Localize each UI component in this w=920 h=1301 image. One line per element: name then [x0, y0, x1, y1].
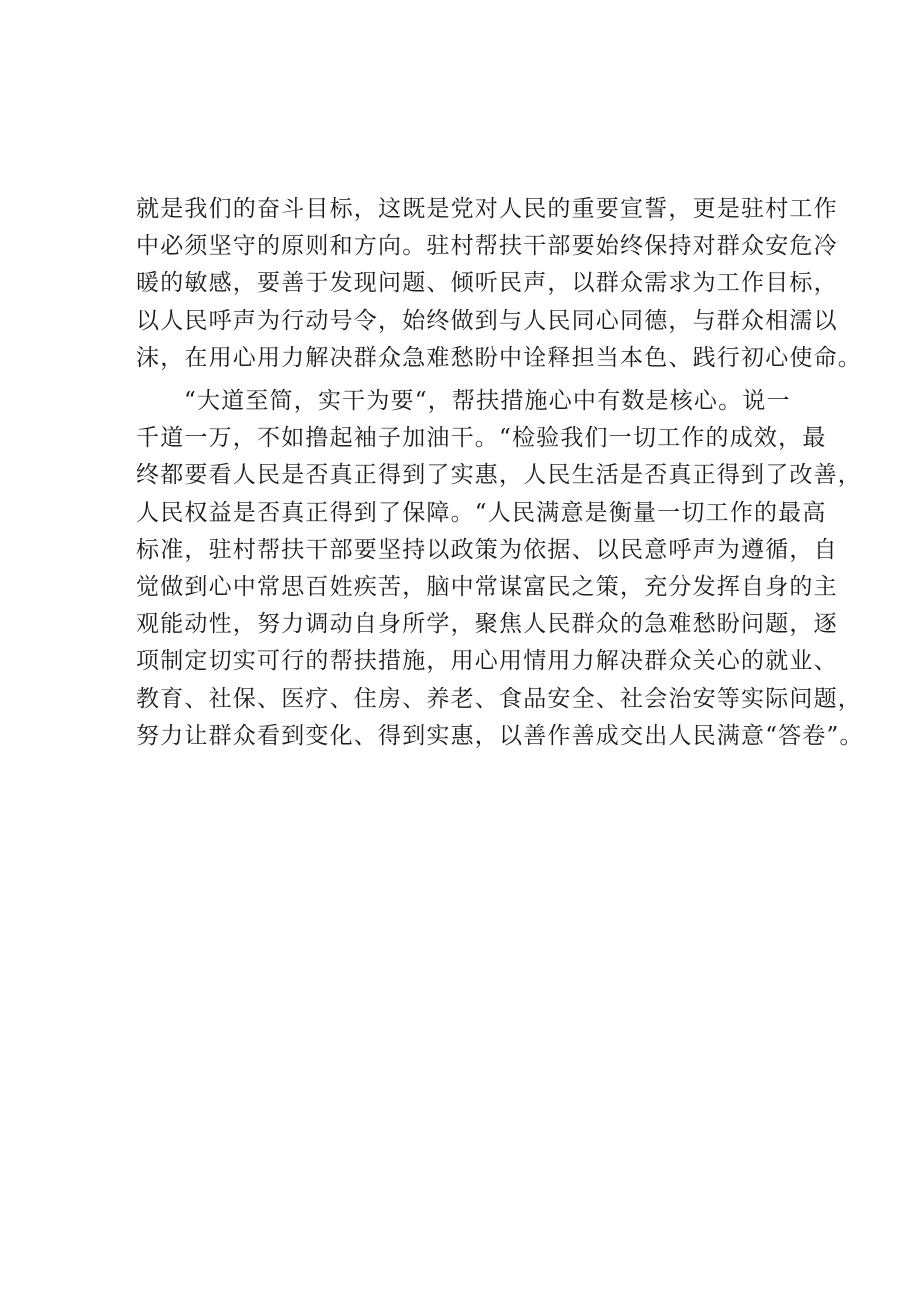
text-line: 项制定切实可行的帮扶措施，用心用情用力解决群众关心的就业、 — [136, 648, 838, 675]
paragraph-2 — [136, 383, 864, 755]
text-line: 中必须坚守的原则和方向。驻村帮扶干部要始终保持对群众安危冷 — [136, 233, 838, 260]
text-line: 千道一万，不如撸起袖子加油干。“检验我们一切工作的成效，最 — [136, 425, 827, 452]
text-line: 沫，在用心用力解决群众急难愁盼中诠释担当本色、践行初心使命。 — [136, 344, 862, 371]
text-line: 标准，驻村帮扶干部要坚持以政策为依据、以民意呼声为遵循，自 — [136, 536, 838, 563]
text-line: 观能动性，努力调动自身所学，聚焦人民群众的急难愁盼问题，逐 — [136, 611, 838, 638]
text-line-indented: “大道至简，实干为要“，帮扶措施心中有数是核心。说一 — [184, 388, 791, 415]
text-line: 终都要看人民是否真正得到了实惠，人民生活是否真正得到了改善， — [136, 462, 862, 489]
body-text — [136, 191, 864, 755]
text-line: 教育、社保、医疗、住房、养老、食品安全、社会治安等实际问题， — [136, 685, 862, 712]
text-line: 努力让群众看到变化、得到实惠，以善作善成交出人民满意“答卷”。 — [136, 722, 864, 749]
text-line: 暖的敏感，要善于发现问题、倾听民声，以群众需求为工作目标， — [136, 270, 838, 297]
text-line: 人民权益是否真正得到了保障。“人民满意是衡量一切工作的最高 — [136, 499, 827, 526]
text-line: 以人民呼声为行动号令，始终做到与人民同心同德，与群众相濡以 — [136, 307, 838, 334]
paragraph-1 — [136, 191, 862, 377]
text-line: 觉做到心中常思百姓疾苦，脑中常谋富民之策，充分发挥自身的主 — [136, 574, 838, 601]
text-line: 就是我们的奋斗目标，这既是党对人民的重要宣誓，更是驻村工作 — [136, 196, 838, 222]
